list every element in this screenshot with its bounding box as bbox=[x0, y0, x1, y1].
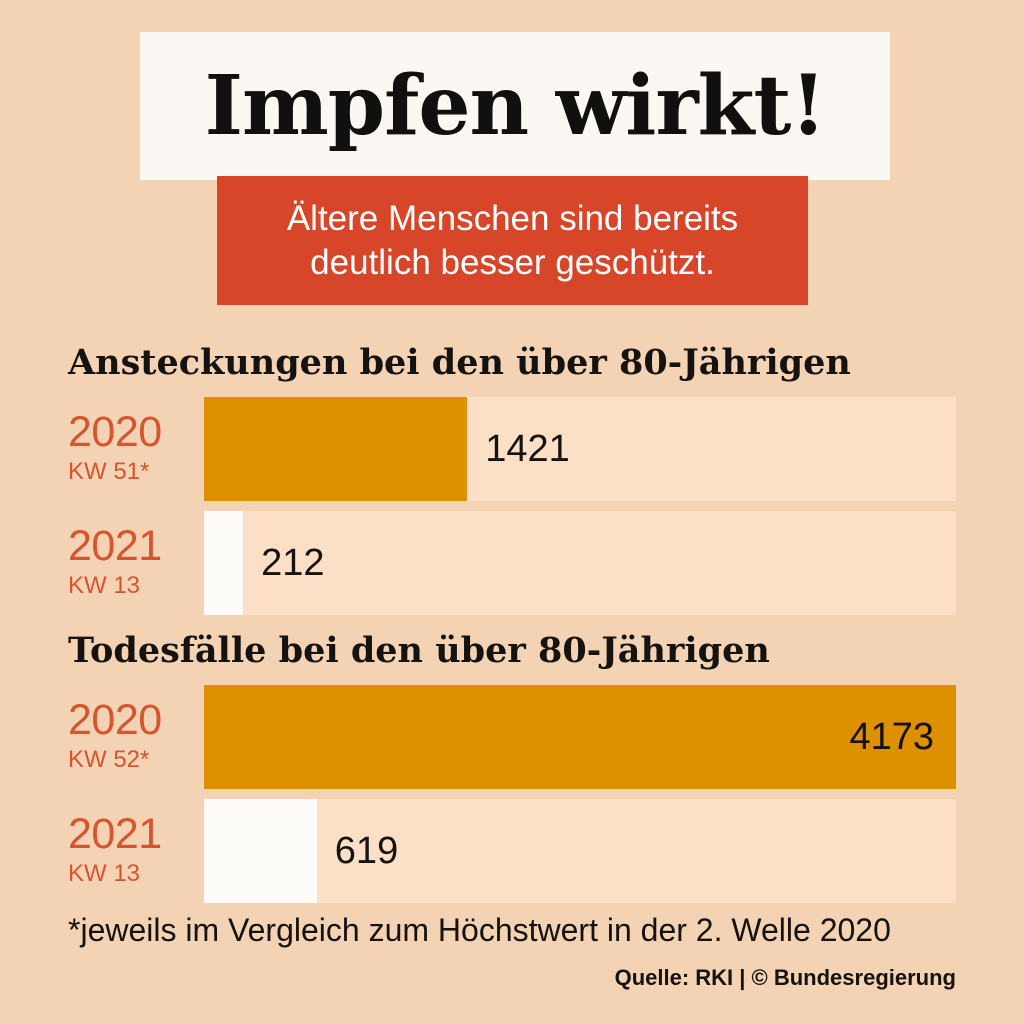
chart-title-deaths: Todesfälle bei den über 80-Jährigen bbox=[68, 630, 770, 671]
source-credit: Quelle: RKI | © Bundesregierung bbox=[614, 965, 956, 990]
bar-row-year: 2020 bbox=[68, 408, 162, 457]
bar-fill bbox=[204, 511, 243, 615]
bar-row-label bbox=[68, 511, 204, 615]
bar-value-label: 1421 bbox=[485, 427, 570, 470]
bar-track bbox=[204, 799, 956, 903]
bar-row-week: KW 51* bbox=[68, 458, 150, 486]
title-band bbox=[140, 32, 890, 180]
chart-section-deaths bbox=[68, 630, 956, 913]
chart-section-infections bbox=[68, 342, 956, 625]
bar-fill bbox=[204, 799, 317, 903]
bar-row-label bbox=[68, 397, 204, 501]
chart-title-infections: Ansteckungen bei den über 80-Jährigen bbox=[68, 342, 851, 383]
bar-row-label bbox=[68, 799, 204, 903]
footnote: *jeweils im Vergleich zum Höchstwert in der 2. Welle 2020 bbox=[68, 912, 891, 948]
bar-row bbox=[68, 511, 956, 615]
bar-value-label: 212 bbox=[261, 541, 325, 584]
bar-track bbox=[204, 685, 956, 789]
bar-value-label: 619 bbox=[334, 829, 399, 872]
bar-row-week: KW 13 bbox=[68, 860, 141, 888]
bar-row-label bbox=[68, 685, 204, 789]
bar-fill bbox=[204, 397, 467, 501]
bar-row-year: 2021 bbox=[68, 810, 162, 859]
subtitle-line-2: deutlich besser geschützt. bbox=[310, 242, 715, 282]
subtitle-band bbox=[217, 176, 808, 305]
bar-row bbox=[68, 397, 956, 501]
bar-track bbox=[204, 397, 956, 501]
bar-row bbox=[68, 685, 956, 789]
subtitle-line-1: Ältere Menschen sind bereits bbox=[286, 198, 739, 238]
bar-row-year: 2021 bbox=[68, 522, 162, 571]
bar-row-week: KW 13 bbox=[68, 572, 141, 600]
bar-track bbox=[204, 511, 956, 615]
bar-row-year: 2020 bbox=[68, 696, 162, 745]
bar-value-label: 4173 bbox=[849, 715, 934, 758]
page-title: Impfen wirkt! bbox=[204, 58, 826, 154]
bar-row-week: KW 52* bbox=[68, 746, 150, 774]
bar-row bbox=[68, 799, 956, 903]
